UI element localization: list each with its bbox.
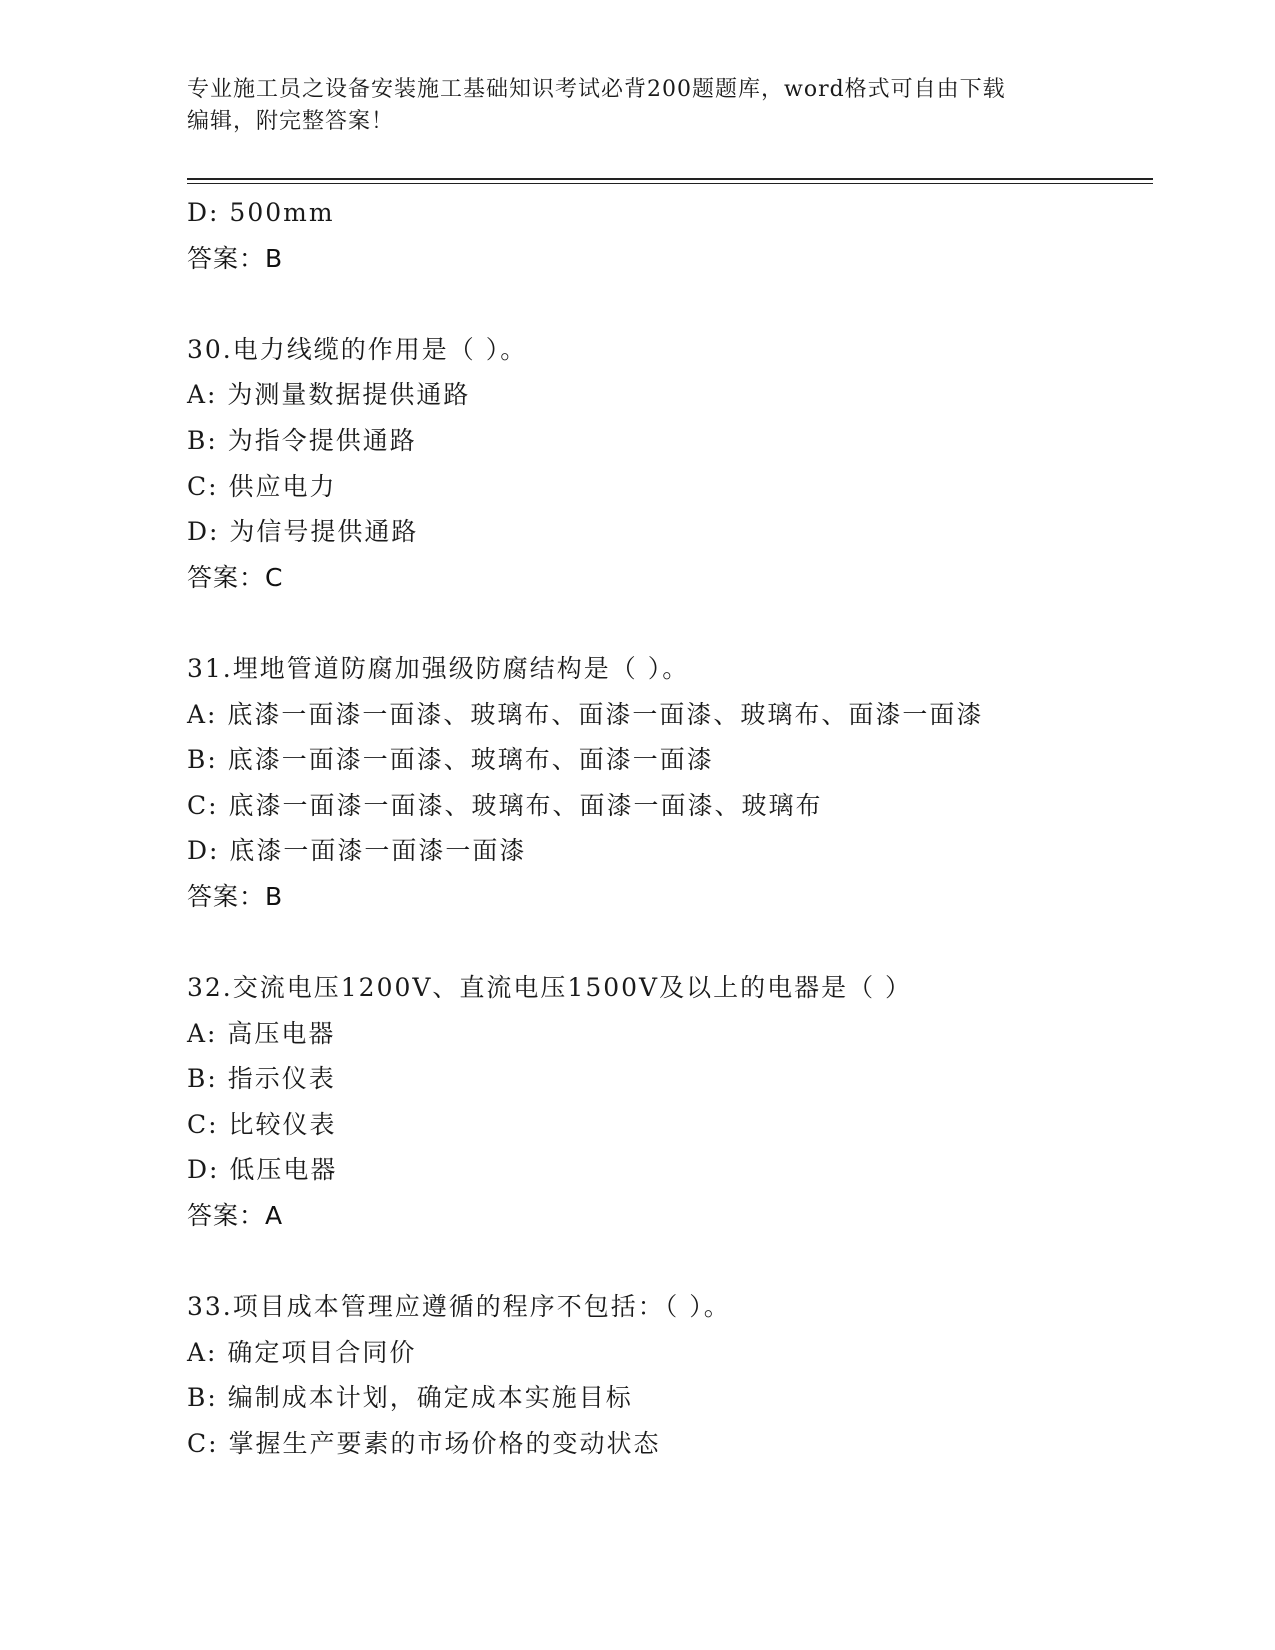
question-stem: 33.项目成本管理应遵循的程序不包括：（ ）。 [187,1292,731,1322]
question-30 [187,327,1147,601]
question-spacer [187,281,1147,327]
option-b: B: 为指令提供通路 [187,425,417,455]
option-d: D: 低压电器 [187,1155,338,1185]
question-list [187,190,1147,1467]
option-d: D: 为信号提供通路 [187,517,419,547]
header-line-2: 编辑，附完整答案！ [187,109,395,134]
question-fragment [187,190,1147,281]
question-stem: 30.电力线缆的作用是（ ）。 [187,334,528,364]
header-rule-thick [187,178,1153,180]
question-spacer [187,600,1147,646]
option-a: A: 底漆一面漆一面漆、玻璃布、面漆一面漆、玻璃布、面漆一面漆 [187,699,984,729]
answer-line: 答案：A [187,1201,284,1231]
answer-line: 答案：B [187,243,284,273]
question-stem: 32.交流电压1200V、直流电压1500V及以上的电器是（ ） [187,973,913,1003]
document-header [187,74,1087,138]
option-c: C: 底漆一面漆一面漆、玻璃布、面漆一面漆、玻璃布 [187,790,823,820]
option-c: C: 供应电力 [187,471,337,501]
option-c: C: 比较仪表 [187,1109,337,1139]
question-stem: 31.埋地管道防腐加强级防腐结构是（ ）。 [187,653,690,683]
option-a: A: 确定项目合同价 [187,1337,417,1367]
question-spacer [187,920,1147,966]
answer-line: 答案：C [187,562,284,592]
option-c: C: 掌握生产要素的市场价格的变动状态 [187,1429,661,1459]
option-a: A: 高压电器 [187,1018,336,1048]
option-d: D: 500mm [187,198,335,227]
answer-line: 答案：B [187,881,284,911]
header-line-1: 专业施工员之设备安装施工基础知识考试必背200题题库，word格式可自由下载 [187,77,1006,102]
header-rule-thin [187,183,1153,184]
option-b: B: 编制成本计划，确定成本实施目标 [187,1383,633,1413]
question-spacer [187,1239,1147,1285]
option-a: A: 为测量数据提供通路 [187,380,471,410]
option-b: B: 底漆一面漆一面漆、玻璃布、面漆一面漆 [187,745,714,775]
question-32 [187,965,1147,1239]
question-31 [187,646,1147,920]
question-33 [187,1284,1147,1466]
option-b: B: 指示仪表 [187,1064,336,1094]
option-d: D: 底漆一面漆一面漆一面漆 [187,836,527,866]
